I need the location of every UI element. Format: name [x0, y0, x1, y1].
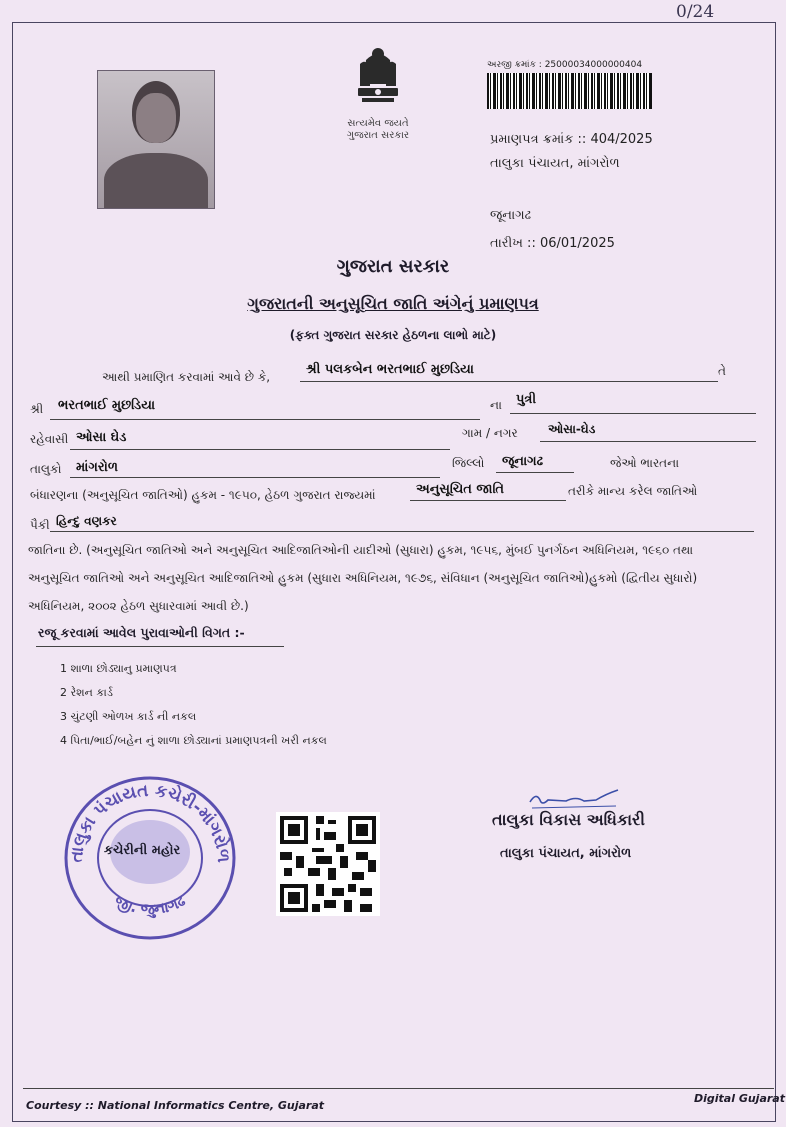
footer-courtesy: Courtesy :: National Informatics Centre, Gujarat [26, 1099, 325, 1112]
district-label: જિલ્લો [452, 456, 485, 470]
na-label: ના [490, 398, 502, 412]
evidence-item: 3 ચુંટણી ઓળખ કાર્ડ ની નકલ [60, 710, 197, 723]
india-text: જેઓ ભારતના [610, 456, 680, 470]
officer-title: તાલુકા વિકાસ અધિકારી [492, 810, 645, 829]
emblem-government: ગુજરાત સરકાર [346, 130, 410, 141]
corner-handwritten-mark: 0/24 [676, 2, 715, 22]
resident-label: રહેવાસી [30, 432, 69, 446]
certificate-title-text: ગુજરાતની અનુસૂચિત જાતિ અંગેનું પ્રમાણપત્ર [247, 294, 539, 313]
resident-underline [70, 449, 450, 450]
village-label: ગામ / નગર [462, 426, 518, 440]
applicant-photo [97, 70, 215, 209]
relation-underline [510, 413, 756, 414]
recognized-text: તરીકે માન્ય કરેલ જાતિઓ [568, 484, 698, 498]
shri-label: શ્રી [30, 402, 44, 416]
legal-line-2: અનુસૂચિત જાતિઓ અને અનુસૂચિત આદિજાતિઓ હુકમ (સુધારા અધિનિયમ, ૧૯૭૬, સંવિધાન (અનુસૂચિત જાતિઓ)હુકમો (દ્વિતીય સુધારો) [28, 571, 698, 585]
government-title: ગુજરાત સરકાર [336, 256, 450, 277]
holder-name: શ્રી પલકબેન ભરતભાઈ મુછડિયા [306, 362, 474, 377]
resident-value: ઓસા ઘેડ [76, 430, 127, 445]
issuing-office: તાલુકા પંચાયત, માંગરોળ [490, 156, 620, 171]
constitution-text: બંધારણના (અનુસૂચિત જાતિઓ) હુકમ - ૧૯૫૦, હેઠળ ગુજરાત રાજ્યમાં [30, 488, 376, 502]
certificate-note: (ફક્ત ગુજરાત સરકાર હેઠળના લાભો માટે) [289, 328, 497, 342]
qr-code [276, 812, 380, 916]
te-text: તે [718, 364, 726, 378]
caste-value: હિન્દુ વણકર [56, 514, 117, 528]
name-underline [300, 381, 718, 382]
seal-center-text: કચેરીની મહોર [103, 843, 181, 858]
issue-date: તારીખ :: 06/01/2025 [490, 236, 615, 251]
seal-bottom-text: જી. જુનાગઢ [111, 891, 189, 919]
among-label: પૈકી [30, 518, 50, 532]
certificate-title [0, 294, 786, 314]
taluka-value: માંગરોળ [76, 460, 118, 475]
header-district: જૂનાગઢ [490, 208, 532, 223]
legal-line-1: જાતિના છે. (અનુસૂચિત જાતિઓ અને અનુસૂચિત આદિજાતિઓની યાદીઓ (સુધારા) હુકમ, ૧૯૫૬, મુંબઈ પુનર્ગઠન અધિનિયમ, ૧૯૬૦ તથા [28, 543, 694, 557]
officer-office: તાલુકા પંચાયત, માંગરોળ [500, 846, 632, 861]
village-value: ઓસા-ઘેડ [548, 422, 596, 436]
seal-top-text: તાલુકા પંચાયત કચેરી-માંગરોળ [66, 780, 234, 864]
relation-value: પુત્રી [516, 392, 537, 407]
officer-signature [526, 788, 626, 812]
taluka-label: તાલુકો [30, 462, 62, 476]
taluka-underline [70, 477, 440, 478]
father-name: ભરતભાઈ મુછડિયા [58, 398, 156, 413]
intro-text: આથી પ્રમાણિત કરવામાં આવે છે કે, [102, 370, 271, 384]
category-underline [410, 500, 566, 501]
footer-brand: Digital Gujarat [694, 1092, 785, 1105]
evidence-heading: રજૂ કરવામાં આવેલ પુરાવાઓની વિગત :- [38, 625, 245, 640]
category-value: અનુસૂચિત જાતિ [416, 482, 505, 497]
office-seal-stamp [60, 770, 240, 940]
caste-underline [50, 531, 754, 532]
village-underline [540, 441, 756, 442]
evidence-item: 4 પિતા/ભાઈ/બહેન નું શાળા છોડ્યાનાં પ્રમાણપત્રની ખરી નકલ [60, 734, 327, 747]
emblem-caption [318, 118, 438, 142]
certificate-number: પ્રમાણપત્ર ક્રમાંક :: 404/2025 [490, 132, 653, 147]
barcode [487, 73, 652, 109]
legal-line-3: અધિનિયમ, ૨૦૦૨ હેઠળ સુધારવામાં આવી છે.) [28, 599, 249, 613]
legal-paragraph [28, 536, 773, 620]
evidence-underline [36, 646, 284, 647]
father-underline [50, 419, 480, 420]
evidence-item: 1 શાળા છોડ્યાનુ પ્રમાણપત્ર [60, 662, 177, 675]
application-number: અરજી ક્રમાંક : 25000034000000404 [487, 60, 643, 70]
footer-divider [23, 1088, 774, 1089]
emblem-motto: સત્યમેવ જયતે [347, 118, 409, 129]
district-underline [496, 472, 574, 473]
national-emblem-icon [338, 40, 418, 120]
svg-text:જી. જુનાગઢ [111, 891, 188, 918]
evidence-item: 2 રેશન કાર્ડ [60, 686, 113, 699]
district-value: જૂનાગઢ [502, 454, 544, 469]
